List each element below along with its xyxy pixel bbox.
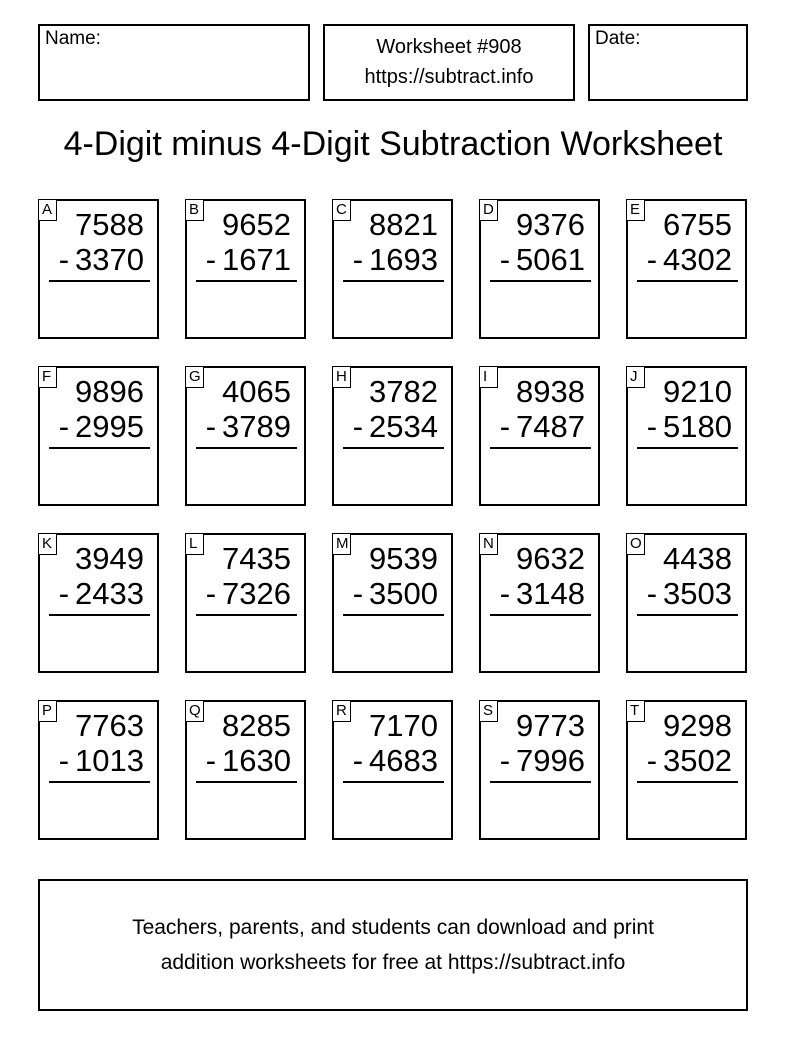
problem-card bbox=[332, 199, 453, 339]
problem-card bbox=[479, 199, 600, 339]
subtrahend-row bbox=[353, 576, 438, 612]
subtrahend-row bbox=[647, 743, 732, 779]
subtrahend-row bbox=[59, 743, 144, 779]
problem-label: R bbox=[332, 700, 351, 722]
answer-line bbox=[490, 447, 591, 449]
subtrahend: 1671 bbox=[222, 242, 291, 277]
footer-line-1: Teachers, parents, and students can download and print bbox=[132, 916, 654, 939]
subtrahend-row bbox=[647, 409, 732, 445]
footer-line-2: addition worksheets for free at https://subtract.info bbox=[160, 951, 626, 974]
subtrahend-row bbox=[500, 409, 585, 445]
subtrahend: 3502 bbox=[663, 743, 732, 778]
minus-sign: - bbox=[58, 743, 70, 778]
problem-label: H bbox=[332, 366, 351, 388]
answer-line bbox=[490, 614, 591, 616]
minuend: 7170 bbox=[369, 708, 438, 743]
subtrahend: 1630 bbox=[222, 743, 291, 778]
problem-label: G bbox=[185, 366, 204, 388]
minus-sign: - bbox=[352, 576, 364, 611]
answer-line bbox=[343, 614, 444, 616]
minus-sign: - bbox=[499, 242, 511, 277]
minuend: 7763 bbox=[75, 708, 144, 743]
minus-sign: - bbox=[646, 242, 658, 277]
problem-card bbox=[626, 366, 747, 506]
subtrahend-row bbox=[353, 242, 438, 278]
answer-line bbox=[49, 614, 150, 616]
minuend: 9652 bbox=[222, 207, 291, 242]
page-title: 4-Digit minus 4-Digit Subtraction Worksheet bbox=[63, 125, 723, 163]
subtrahend-row bbox=[500, 743, 585, 779]
subtrahend: 7487 bbox=[516, 409, 585, 444]
subtrahend: 5180 bbox=[663, 409, 732, 444]
minus-sign: - bbox=[646, 743, 658, 778]
minuend: 7435 bbox=[222, 541, 291, 576]
problem-label: J bbox=[626, 366, 645, 388]
minuend: 9376 bbox=[516, 207, 585, 242]
minus-sign: - bbox=[352, 743, 364, 778]
problem-card bbox=[626, 533, 747, 673]
answer-line bbox=[637, 447, 738, 449]
subtrahend-row bbox=[206, 743, 291, 779]
answer-line bbox=[49, 280, 150, 282]
problem-card bbox=[332, 366, 453, 506]
problem-card bbox=[479, 533, 600, 673]
problem-label: N bbox=[479, 533, 498, 555]
problem-card bbox=[185, 700, 306, 840]
answer-line bbox=[637, 280, 738, 282]
minuend: 8285 bbox=[222, 708, 291, 743]
subtrahend-row bbox=[353, 409, 438, 445]
subtrahend: 3503 bbox=[663, 576, 732, 611]
answer-line bbox=[49, 781, 150, 783]
subtrahend-row bbox=[206, 242, 291, 278]
problem-label: B bbox=[185, 199, 204, 221]
subtrahend: 5061 bbox=[516, 242, 585, 277]
problem-label: S bbox=[479, 700, 498, 722]
minuend: 4438 bbox=[663, 541, 732, 576]
problem-label: E bbox=[626, 199, 645, 221]
minuend: 9773 bbox=[516, 708, 585, 743]
answer-line bbox=[637, 614, 738, 616]
problem-card bbox=[626, 700, 747, 840]
answer-line bbox=[490, 280, 591, 282]
subtrahend: 2534 bbox=[369, 409, 438, 444]
worksheet-url: https://subtract.info bbox=[364, 66, 534, 88]
problem-card bbox=[332, 700, 453, 840]
problem-label: I bbox=[479, 366, 498, 388]
subtrahend: 3370 bbox=[75, 242, 144, 277]
answer-line bbox=[637, 781, 738, 783]
minuend: 8938 bbox=[516, 374, 585, 409]
problem-label: A bbox=[38, 199, 57, 221]
minus-sign: - bbox=[352, 409, 364, 444]
name-label: Name: bbox=[45, 28, 101, 49]
subtrahend-row bbox=[59, 242, 144, 278]
minus-sign: - bbox=[646, 576, 658, 611]
subtrahend-row bbox=[500, 242, 585, 278]
problem-card bbox=[479, 700, 600, 840]
subtrahend: 3148 bbox=[516, 576, 585, 611]
problem-card bbox=[479, 366, 600, 506]
answer-line bbox=[196, 614, 297, 616]
minuend: 4065 bbox=[222, 374, 291, 409]
subtrahend-row bbox=[647, 576, 732, 612]
problem-label: C bbox=[332, 199, 351, 221]
minuend: 3782 bbox=[369, 374, 438, 409]
minuend: 9632 bbox=[516, 541, 585, 576]
subtrahend: 2433 bbox=[75, 576, 144, 611]
worksheet-number: Worksheet #908 bbox=[376, 36, 522, 58]
minus-sign: - bbox=[58, 409, 70, 444]
footer-box bbox=[38, 879, 748, 1011]
subtrahend-row bbox=[59, 576, 144, 612]
minus-sign: - bbox=[58, 242, 70, 277]
subtrahend-row bbox=[206, 576, 291, 612]
subtrahend: 3789 bbox=[222, 409, 291, 444]
subtrahend-row bbox=[500, 576, 585, 612]
answer-line bbox=[343, 447, 444, 449]
minus-sign: - bbox=[205, 242, 217, 277]
minus-sign: - bbox=[352, 242, 364, 277]
problem-label: O bbox=[626, 533, 645, 555]
date-label: Date: bbox=[595, 28, 641, 49]
subtrahend: 4683 bbox=[369, 743, 438, 778]
problem-card bbox=[185, 366, 306, 506]
problem-label: M bbox=[332, 533, 351, 555]
minuend: 6755 bbox=[663, 207, 732, 242]
subtrahend-row bbox=[647, 242, 732, 278]
date-field-box[interactable] bbox=[588, 24, 748, 101]
subtrahend: 4302 bbox=[663, 242, 732, 277]
problem-label: D bbox=[479, 199, 498, 221]
problem-card bbox=[38, 366, 159, 506]
subtrahend-row bbox=[353, 743, 438, 779]
problem-label: T bbox=[626, 700, 645, 722]
subtrahend: 2995 bbox=[75, 409, 144, 444]
problem-label: Q bbox=[185, 700, 204, 722]
minuend: 9298 bbox=[663, 708, 732, 743]
minuend: 9896 bbox=[75, 374, 144, 409]
minuend: 7588 bbox=[75, 207, 144, 242]
answer-line bbox=[490, 781, 591, 783]
subtrahend: 7326 bbox=[222, 576, 291, 611]
subtrahend: 1013 bbox=[75, 743, 144, 778]
problem-label: P bbox=[38, 700, 57, 722]
problem-card bbox=[185, 533, 306, 673]
name-field-box[interactable] bbox=[38, 24, 310, 101]
minus-sign: - bbox=[646, 409, 658, 444]
minus-sign: - bbox=[499, 409, 511, 444]
minuend: 9539 bbox=[369, 541, 438, 576]
subtrahend-row bbox=[206, 409, 291, 445]
subtrahend-row bbox=[59, 409, 144, 445]
minuend: 8821 bbox=[369, 207, 438, 242]
problem-label: K bbox=[38, 533, 57, 555]
answer-line bbox=[49, 447, 150, 449]
answer-line bbox=[343, 781, 444, 783]
answer-line bbox=[196, 447, 297, 449]
answer-line bbox=[196, 781, 297, 783]
problem-card bbox=[38, 700, 159, 840]
minus-sign: - bbox=[205, 409, 217, 444]
subtrahend: 3500 bbox=[369, 576, 438, 611]
subtrahend: 1693 bbox=[369, 242, 438, 277]
minus-sign: - bbox=[499, 743, 511, 778]
minuend: 9210 bbox=[663, 374, 732, 409]
worksheet-info-box bbox=[323, 24, 575, 101]
minus-sign: - bbox=[499, 576, 511, 611]
minus-sign: - bbox=[205, 743, 217, 778]
problem-label: F bbox=[38, 366, 57, 388]
problem-card bbox=[38, 533, 159, 673]
problem-card bbox=[185, 199, 306, 339]
subtrahend: 7996 bbox=[516, 743, 585, 778]
minus-sign: - bbox=[205, 576, 217, 611]
answer-line bbox=[343, 280, 444, 282]
problem-card bbox=[626, 199, 747, 339]
answer-line bbox=[196, 280, 297, 282]
problem-card bbox=[38, 199, 159, 339]
problem-label: L bbox=[185, 533, 204, 555]
minuend: 3949 bbox=[75, 541, 144, 576]
problem-card bbox=[332, 533, 453, 673]
minus-sign: - bbox=[58, 576, 70, 611]
